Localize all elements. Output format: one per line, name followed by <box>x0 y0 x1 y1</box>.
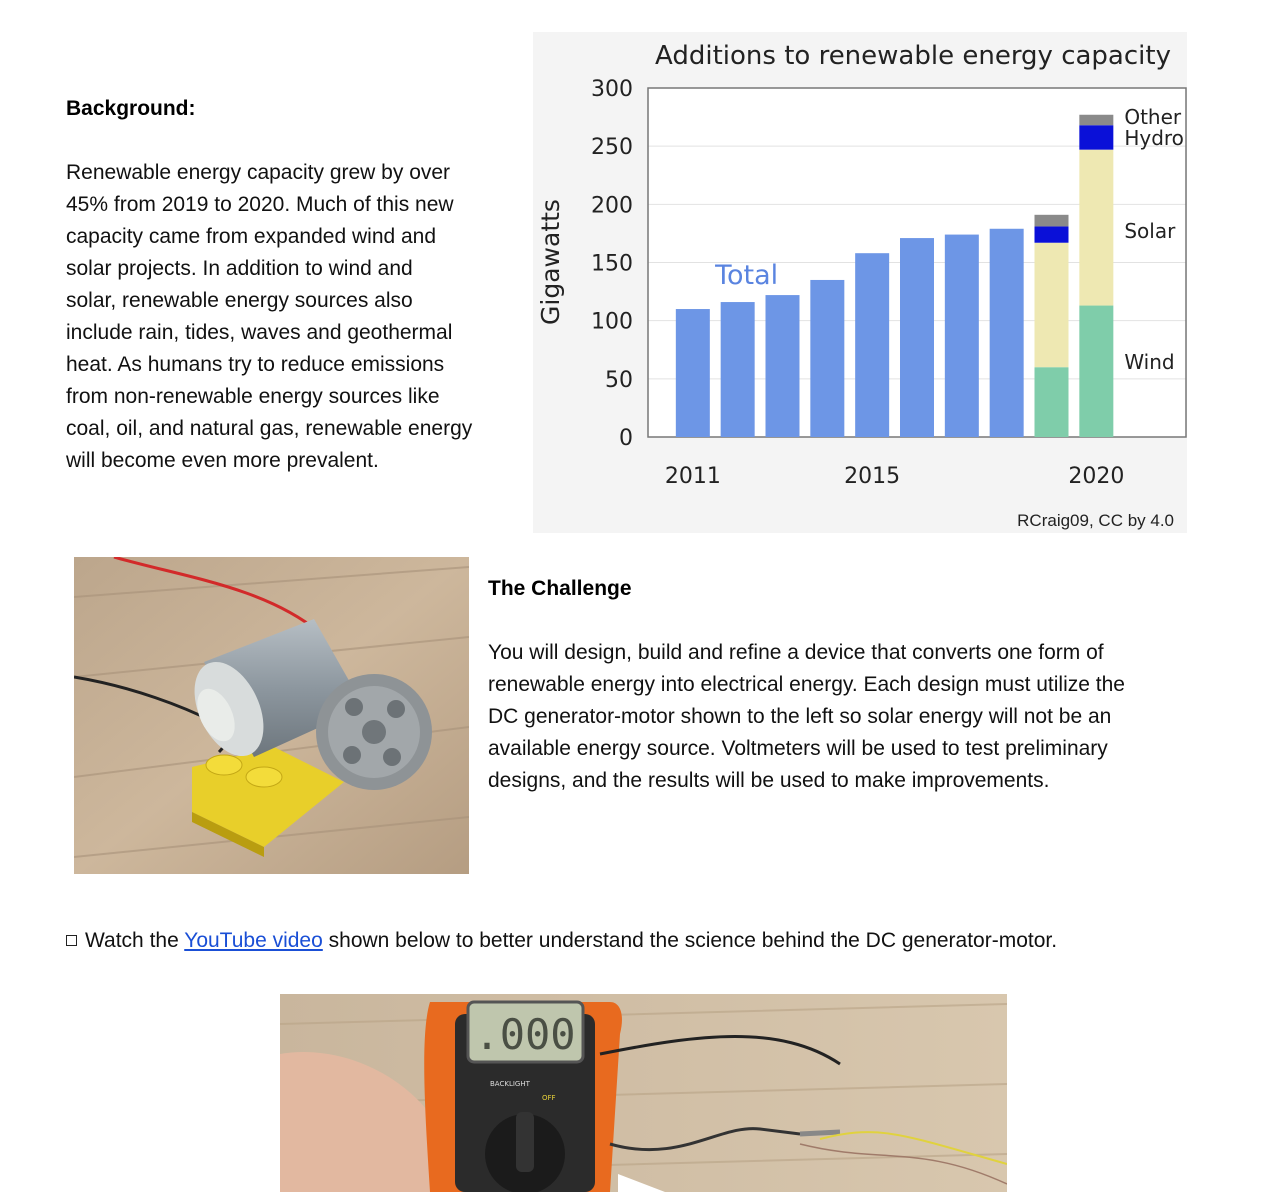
chart-bar-hydro-2019 <box>1035 226 1069 242</box>
background-heading: Background: <box>66 97 196 120</box>
chart-title: Additions to renewable energy capacity <box>655 41 1171 71</box>
chart-bar-total-2012 <box>721 302 755 437</box>
task-checkbox[interactable] <box>66 935 77 946</box>
background-paragraph-line: coal, oil, and natural gas, renewable energy <box>66 417 473 440</box>
chart-bar-other-2019 <box>1035 215 1069 227</box>
chart-bar-total-2011 <box>676 309 710 437</box>
chart-bar-total-2017 <box>945 235 979 437</box>
challenge-paragraph-line: DC generator-motor shown to the left so solar energy will not be an <box>488 705 1112 728</box>
chart-y-tick-label: 0 <box>619 426 633 451</box>
chart-bar-total-2013 <box>766 295 800 437</box>
chart-legend-wind: Wind <box>1124 350 1175 374</box>
chart-x-tick-label: 2020 <box>1068 464 1125 489</box>
background-paragraph-line: will become even more prevalent. <box>66 449 379 472</box>
chart-y-tick-label: 250 <box>591 135 633 161</box>
chart-credit: RCraig09, CC by 4.0 <box>1017 511 1174 530</box>
chart-y-tick-label: 100 <box>591 309 633 335</box>
challenge-paragraph <box>488 637 1248 797</box>
background-paragraph-line: Renewable energy capacity grew by over <box>66 161 451 184</box>
challenge-paragraph-line: designs, and the results will be used to make improvements. <box>488 769 1050 792</box>
task-prefix: Watch the <box>85 929 179 952</box>
renewable-capacity-chart <box>533 32 1187 533</box>
chart-bar-solar-2020 <box>1079 150 1113 306</box>
meter-off-label: OFF <box>542 1094 556 1102</box>
chart-bar-hydro-2020 <box>1079 125 1113 149</box>
chart-y-tick-label: 50 <box>605 367 633 393</box>
youtube-video-embed[interactable] <box>280 994 1007 1192</box>
video-thumbnail <box>280 994 1007 1192</box>
chart-y-axis-label: Gigawatts <box>536 199 565 325</box>
background-paragraph <box>66 157 526 477</box>
background-paragraph-line: 45% from 2019 to 2020. Much of this new <box>66 193 454 216</box>
chart-bar-other-2020 <box>1079 115 1113 125</box>
background-paragraph-line: solar, renewable energy sources also <box>66 289 413 312</box>
chart-bar-total-2016 <box>900 238 934 437</box>
chart-bar-total-2018 <box>990 229 1024 437</box>
task-suffix: shown below to better understand the science behind the DC generator-motor. <box>328 929 1058 952</box>
background-paragraph-line: heat. As humans try to reduce emissions <box>66 353 445 376</box>
chart-bar-total-2014 <box>810 280 844 437</box>
background-paragraph-line: from non-renewable energy sources like <box>66 385 440 408</box>
chart-y-tick-label: 300 <box>591 77 633 102</box>
chart-svg <box>533 32 1187 533</box>
motor-photo <box>74 557 469 874</box>
youtube-video-link[interactable]: YouTube video <box>184 929 323 952</box>
chart-bar-total-2015 <box>855 253 889 437</box>
chart-legend-solar: Solar <box>1124 219 1176 243</box>
background-paragraph-line: solar projects. In addition to wind and <box>66 257 413 280</box>
chart-y-tick-label: 200 <box>591 193 633 219</box>
background-paragraph-line: include rain, tides, waves and geothermal <box>66 321 453 344</box>
meter-reading: .000 <box>474 1010 576 1059</box>
chart-y-tick-label: 150 <box>591 251 633 277</box>
challenge-paragraph-line: renewable energy into electrical energy. Each design must utilize the <box>488 673 1125 696</box>
chart-bar-wind-2019 <box>1035 367 1069 437</box>
chart-legend-hydro: Hydro <box>1124 126 1184 150</box>
challenge-heading: The Challenge <box>488 577 632 600</box>
challenge-paragraph-line: available energy source. Voltmeters will be used to test preliminary <box>488 737 1108 760</box>
background-paragraph-line: capacity came from expanded wind and <box>66 225 437 248</box>
motor-photo-image <box>74 557 469 874</box>
chart-x-tick-label: 2011 <box>664 464 721 489</box>
meter-backlight-label: BACKLIGHT <box>490 1080 530 1088</box>
challenge-paragraph-line: You will design, build and refine a device that converts one form of <box>488 641 1104 664</box>
chart-x-tick-label: 2015 <box>844 464 901 489</box>
chart-bar-wind-2020 <box>1079 306 1113 437</box>
chart-legend-other: Other <box>1124 105 1182 129</box>
task-line <box>66 925 1057 957</box>
chart-total-label: Total <box>715 260 779 291</box>
chart-bar-solar-2019 <box>1035 243 1069 367</box>
